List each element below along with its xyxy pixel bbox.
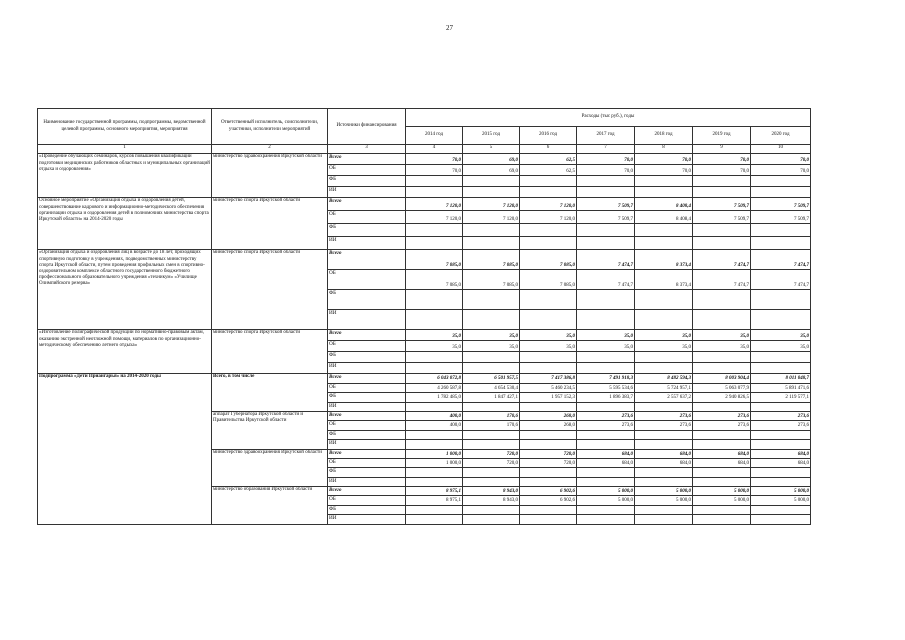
value-cell: 70,0: [693, 154, 751, 165]
value-cell: 5 724 957,1: [635, 383, 693, 392]
value-cell: [463, 224, 520, 237]
value-cell: 7 120,0: [520, 211, 577, 224]
column-numbers-row: [38, 145, 811, 154]
value-cell: 273,6: [751, 421, 811, 430]
value-cell: [751, 477, 811, 486]
value-cell: 170,6: [463, 411, 520, 420]
value-cell: 8 011 048,7: [751, 374, 811, 383]
year-header: 2016 год: [520, 127, 577, 145]
column-number: 4: [406, 145, 463, 154]
value-cell: [751, 468, 811, 477]
value-cell: [693, 402, 751, 411]
source-cell: ИИ: [328, 440, 406, 449]
value-cell: 35,0: [463, 330, 520, 341]
value-cell: 8 975,1: [406, 496, 463, 505]
value-cell: 684,0: [693, 458, 751, 467]
value-cell: 1 847 427,1: [463, 393, 520, 402]
value-cell: [635, 468, 693, 477]
value-cell: 5 000,0: [751, 487, 811, 496]
value-cell: 5 000,0: [635, 487, 693, 496]
table-row: [38, 198, 811, 211]
value-cell: [520, 224, 577, 237]
year-header: 2020 год: [751, 127, 811, 145]
value-cell: [463, 310, 520, 330]
value-cell: 5 891 471,6: [751, 383, 811, 392]
source-cell: ИИ: [328, 310, 406, 330]
year-header: 2019 год: [693, 127, 751, 145]
value-cell: 70,0: [406, 165, 463, 176]
value-cell: [406, 290, 463, 310]
value-cell: 35,0: [751, 341, 811, 352]
value-cell: 7 085,0: [406, 270, 463, 290]
value-cell: [463, 468, 520, 477]
executor-cell: министерство спорта Иркутской области: [212, 198, 328, 250]
value-cell: 273,6: [751, 411, 811, 420]
value-cell: 7 509,7: [693, 211, 751, 224]
value-cell: 400,0: [406, 411, 463, 420]
value-cell: 5 000,0: [577, 496, 635, 505]
value-cell: [693, 352, 751, 363]
value-cell: 35,0: [577, 341, 635, 352]
column-number: 8: [635, 145, 693, 154]
executor-cell: Всего, в том числе: [212, 374, 328, 412]
value-cell: [406, 430, 463, 439]
value-cell: [463, 290, 520, 310]
value-cell: [463, 176, 520, 187]
column-number: 10: [751, 145, 811, 154]
year-header: 2017 год: [577, 127, 635, 145]
value-cell: [693, 224, 751, 237]
value-cell: [463, 440, 520, 449]
value-cell: [751, 176, 811, 187]
value-cell: 8 408,4: [635, 198, 693, 211]
value-cell: 7 120,0: [406, 198, 463, 211]
value-cell: 35,0: [463, 341, 520, 352]
header-sources: Источники финансирования: [328, 109, 406, 145]
table-row: [38, 154, 811, 165]
value-cell: 8 975,1: [406, 487, 463, 496]
value-cell: 7 120,0: [463, 198, 520, 211]
value-cell: [577, 237, 635, 250]
value-cell: 35,0: [693, 330, 751, 341]
value-cell: 69,0: [463, 165, 520, 176]
value-cell: [463, 402, 520, 411]
source-cell: ФБ: [328, 176, 406, 187]
value-cell: [577, 290, 635, 310]
value-cell: [635, 290, 693, 310]
value-cell: 35,0: [751, 330, 811, 341]
value-cell: 35,0: [693, 341, 751, 352]
expenses-table: [37, 108, 811, 525]
value-cell: [406, 468, 463, 477]
source-cell: ФБ: [328, 352, 406, 363]
value-cell: 5 595 534,6: [577, 383, 635, 392]
table-row: [38, 374, 811, 383]
value-cell: [463, 477, 520, 486]
value-cell: [406, 224, 463, 237]
source-cell: ФБ: [328, 224, 406, 237]
source-cell: ИИ: [328, 515, 406, 524]
source-cell: ОБ: [328, 341, 406, 352]
value-cell: 7 120,0: [406, 211, 463, 224]
value-cell: [693, 440, 751, 449]
value-cell: [635, 440, 693, 449]
value-cell: 7 474,7: [751, 270, 811, 290]
executor-cell: министерство спорта Иркутской области: [212, 250, 328, 330]
activity-name: Основное мероприятие «Организация отдыха и оздоровления детей, совершенствование кадрового и информационно-методического обеспечения организации отдыха и оздоровления детей в полномочиях министерства спорта Иркутской области» на 2014-2020 годы: [38, 198, 212, 250]
value-cell: [635, 477, 693, 486]
value-cell: 1 000,0: [406, 449, 463, 458]
column-number: 5: [463, 145, 520, 154]
source-cell: ИИ: [328, 477, 406, 486]
value-cell: [635, 363, 693, 374]
value-cell: [520, 310, 577, 330]
value-cell: 70,0: [635, 154, 693, 165]
value-cell: [635, 515, 693, 524]
value-cell: [693, 290, 751, 310]
value-cell: 1 957 152,3: [520, 393, 577, 402]
value-cell: 2 940 826,5: [693, 393, 751, 402]
value-cell: [577, 176, 635, 187]
value-cell: 35,0: [577, 330, 635, 341]
value-cell: 7 085,0: [463, 250, 520, 270]
source-cell: Всего: [328, 330, 406, 341]
source-cell: Всего: [328, 154, 406, 165]
value-cell: 720,0: [463, 458, 520, 467]
value-cell: [751, 310, 811, 330]
value-cell: [520, 363, 577, 374]
source-cell: ОБ: [328, 383, 406, 392]
value-cell: [520, 430, 577, 439]
value-cell: 684,0: [577, 449, 635, 458]
value-cell: [577, 187, 635, 198]
year-header: 2015 год: [463, 127, 520, 145]
source-cell: ОБ: [328, 421, 406, 430]
value-cell: [406, 402, 463, 411]
value-cell: [520, 176, 577, 187]
value-cell: [635, 176, 693, 187]
value-cell: [693, 515, 751, 524]
value-cell: [635, 310, 693, 330]
value-cell: [406, 310, 463, 330]
value-cell: 8 373,4: [635, 270, 693, 290]
value-cell: 1 000,0: [406, 458, 463, 467]
column-number: 3: [328, 145, 406, 154]
column-number: 2: [212, 145, 328, 154]
year-header: 2018 год: [635, 127, 693, 145]
value-cell: [406, 352, 463, 363]
value-cell: [406, 515, 463, 524]
source-cell: ФБ: [328, 393, 406, 402]
value-cell: 268,0: [520, 411, 577, 420]
activity-name: «Проведение обучающих семинаров, курсов повышения квалификации подготовки медицинских работников областных и муниципальных организаций отдыха и оздоровления»: [38, 154, 212, 198]
source-cell: ФБ: [328, 290, 406, 310]
value-cell: [577, 352, 635, 363]
value-cell: [751, 352, 811, 363]
value-cell: [520, 477, 577, 486]
value-cell: [635, 237, 693, 250]
source-cell: Всего: [328, 487, 406, 496]
value-cell: 7 474,7: [751, 250, 811, 270]
value-cell: [635, 402, 693, 411]
source-cell: ИИ: [328, 402, 406, 411]
value-cell: 5 000,0: [635, 496, 693, 505]
source-cell: ОБ: [328, 211, 406, 224]
value-cell: 62,5: [520, 165, 577, 176]
value-cell: 5 063 077,9: [693, 383, 751, 392]
executor-cell: министерство образования Иркутской области: [212, 487, 328, 525]
source-cell: Всего: [328, 449, 406, 458]
value-cell: 5 000,0: [577, 487, 635, 496]
value-cell: 35,0: [520, 341, 577, 352]
source-cell: ОБ: [328, 270, 406, 290]
value-cell: 70,0: [577, 165, 635, 176]
value-cell: [577, 505, 635, 514]
value-cell: 684,0: [751, 458, 811, 467]
value-cell: 7 085,0: [406, 250, 463, 270]
source-cell: Всего: [328, 411, 406, 420]
value-cell: [751, 430, 811, 439]
value-cell: 8 408,4: [635, 211, 693, 224]
value-cell: 720,0: [520, 458, 577, 467]
value-cell: 7 417 386,8: [520, 374, 577, 383]
column-number: 7: [577, 145, 635, 154]
value-cell: 5 460 234,5: [520, 383, 577, 392]
value-cell: [693, 310, 751, 330]
value-cell: 8 482 594,3: [635, 374, 693, 383]
column-number: 9: [693, 145, 751, 154]
column-number: 1: [38, 145, 212, 154]
value-cell: 35,0: [406, 330, 463, 341]
value-cell: [463, 237, 520, 250]
value-cell: [577, 515, 635, 524]
header-name: Наименование государственной программы, подпрограммы, ведомственной целевой программы, основного мероприятия, мероприятия: [38, 109, 212, 145]
value-cell: 70,0: [751, 154, 811, 165]
value-cell: 62,5: [520, 154, 577, 165]
value-cell: 273,6: [577, 411, 635, 420]
value-cell: 2 557 637,2: [635, 393, 693, 402]
table-body: [38, 154, 811, 524]
value-cell: [635, 505, 693, 514]
value-cell: 7 509,7: [751, 198, 811, 211]
value-cell: [520, 237, 577, 250]
subprogram-name: Подпрограмма «Дети Приангарья» на 2014-2020 годы: [38, 374, 212, 524]
value-cell: [693, 430, 751, 439]
value-cell: 720,0: [520, 449, 577, 458]
value-cell: 35,0: [406, 341, 463, 352]
source-cell: ФБ: [328, 430, 406, 439]
activity-name: «Изготовление полиграфической продукции по нормативно-правовым актам, оказанию экстренной неотложной помощи, материалов по организационно-методическому обеспечению летнего отдыха»: [38, 330, 212, 374]
value-cell: 8 003 904,4: [693, 374, 751, 383]
value-cell: [463, 363, 520, 374]
value-cell: 684,0: [635, 458, 693, 467]
page-number: 27: [446, 24, 453, 32]
value-cell: [751, 224, 811, 237]
value-cell: 5 000,0: [693, 487, 751, 496]
value-cell: [463, 515, 520, 524]
value-cell: 70,0: [577, 154, 635, 165]
value-cell: 7 474,7: [577, 270, 635, 290]
value-cell: [463, 187, 520, 198]
value-cell: 8 943,0: [463, 487, 520, 496]
value-cell: 35,0: [635, 341, 693, 352]
value-cell: [520, 515, 577, 524]
value-cell: [751, 402, 811, 411]
value-cell: 70,0: [406, 154, 463, 165]
value-cell: 70,0: [693, 165, 751, 176]
value-cell: [520, 352, 577, 363]
value-cell: 273,6: [693, 411, 751, 420]
value-cell: [751, 187, 811, 198]
value-cell: 1 782 485,0: [406, 393, 463, 402]
value-cell: [577, 440, 635, 449]
value-cell: 7 509,7: [693, 198, 751, 211]
source-cell: ФБ: [328, 505, 406, 514]
source-cell: ИИ: [328, 187, 406, 198]
value-cell: [520, 290, 577, 310]
value-cell: 1 896 383,7: [577, 393, 635, 402]
source-cell: ОБ: [328, 165, 406, 176]
value-cell: [520, 468, 577, 477]
value-cell: [751, 290, 811, 310]
table-row: [38, 330, 811, 341]
value-cell: 8 943,0: [463, 496, 520, 505]
value-cell: [693, 468, 751, 477]
value-cell: 6 902,6: [520, 487, 577, 496]
value-cell: 7 120,0: [463, 211, 520, 224]
value-cell: [693, 237, 751, 250]
value-cell: 5 000,0: [693, 496, 751, 505]
value-cell: [406, 505, 463, 514]
value-cell: 273,6: [635, 411, 693, 420]
value-cell: [693, 187, 751, 198]
value-cell: 70,0: [751, 165, 811, 176]
value-cell: [520, 505, 577, 514]
source-cell: Всего: [328, 198, 406, 211]
column-number: 6: [520, 145, 577, 154]
value-cell: [751, 237, 811, 250]
value-cell: [635, 224, 693, 237]
value-cell: [406, 477, 463, 486]
value-cell: [693, 363, 751, 374]
value-cell: 7 085,0: [463, 270, 520, 290]
value-cell: 69,0: [463, 154, 520, 165]
activity-name: «Организация отдыха и оздоровления лиц в возрасте до 18 лет, проходящих спортивную подготовку в учреждениях, подведомственных министерству спорта Иркутской области, путем проведения профильных смен в спортивно-оздоровительном комплексе областного государственного бюджетного профессионального образовательного учреждения «техникум» «Училище Олимпийского резерва»: [38, 250, 212, 330]
value-cell: 70,0: [635, 165, 693, 176]
value-cell: [751, 505, 811, 514]
value-cell: 273,6: [693, 421, 751, 430]
source-cell: Всего: [328, 374, 406, 383]
value-cell: 273,6: [635, 421, 693, 430]
value-cell: [635, 187, 693, 198]
value-cell: [693, 505, 751, 514]
value-cell: 268,0: [520, 421, 577, 430]
value-cell: 6 902,6: [520, 496, 577, 505]
value-cell: 6 501 957,5: [463, 374, 520, 383]
value-cell: [635, 352, 693, 363]
value-cell: [577, 363, 635, 374]
value-cell: 8 373,4: [635, 250, 693, 270]
value-cell: [520, 440, 577, 449]
value-cell: [463, 505, 520, 514]
value-cell: 2 119 577,1: [751, 393, 811, 402]
value-cell: 7 491 918,3: [577, 374, 635, 383]
value-cell: 7 085,0: [520, 270, 577, 290]
value-cell: [406, 187, 463, 198]
source-cell: ОБ: [328, 496, 406, 505]
value-cell: 400,0: [406, 421, 463, 430]
value-cell: 7 474,7: [577, 250, 635, 270]
value-cell: [751, 440, 811, 449]
value-cell: [577, 402, 635, 411]
value-cell: [577, 468, 635, 477]
value-cell: 720,0: [463, 449, 520, 458]
value-cell: 684,0: [751, 449, 811, 458]
source-cell: ИИ: [328, 363, 406, 374]
source-cell: Всего: [328, 250, 406, 270]
value-cell: 7 509,7: [751, 211, 811, 224]
executor-cell: аппарат Губернатора Иркутской области и Правительства Иркутской области: [212, 411, 328, 449]
value-cell: [635, 430, 693, 439]
executor-cell: министерство здравоохранения Иркутской области: [212, 154, 328, 198]
value-cell: [520, 187, 577, 198]
value-cell: 5 000,0: [751, 496, 811, 505]
value-cell: 684,0: [635, 449, 693, 458]
value-cell: [406, 363, 463, 374]
source-cell: ИИ: [328, 237, 406, 250]
value-cell: 6 043 072,8: [406, 374, 463, 383]
value-cell: [463, 430, 520, 439]
value-cell: [406, 237, 463, 250]
executor-cell: министерство спорта Иркутской области: [212, 330, 328, 374]
value-cell: 170,6: [463, 421, 520, 430]
value-cell: 7 509,7: [577, 211, 635, 224]
table-row: [38, 250, 811, 270]
value-cell: [751, 363, 811, 374]
header-expenses: Расходы (тыс руб.), годы: [406, 109, 811, 127]
source-cell: ФБ: [328, 468, 406, 477]
value-cell: [693, 176, 751, 187]
value-cell: 4 260 587,8: [406, 383, 463, 392]
value-cell: [751, 515, 811, 524]
value-cell: [577, 430, 635, 439]
value-cell: 35,0: [520, 330, 577, 341]
value-cell: 273,6: [577, 421, 635, 430]
value-cell: [693, 477, 751, 486]
value-cell: [406, 176, 463, 187]
value-cell: [577, 477, 635, 486]
value-cell: 7 474,7: [693, 270, 751, 290]
value-cell: 4 654 530,4: [463, 383, 520, 392]
value-cell: 7 085,0: [520, 250, 577, 270]
header-executor: Ответственный исполнитель, соисполнители, участники, исполнители мероприятий: [212, 109, 328, 145]
value-cell: 7 120,0: [520, 198, 577, 211]
value-cell: [577, 310, 635, 330]
year-header: 2014 год: [406, 127, 463, 145]
source-cell: ОБ: [328, 458, 406, 467]
value-cell: 7 509,7: [577, 198, 635, 211]
executor-cell: министерство здравоохранения Иркутской области: [212, 449, 328, 487]
value-cell: 684,0: [577, 458, 635, 467]
value-cell: [406, 440, 463, 449]
value-cell: 35,0: [635, 330, 693, 341]
value-cell: 684,0: [693, 449, 751, 458]
value-cell: [577, 224, 635, 237]
value-cell: [463, 352, 520, 363]
value-cell: 7 474,7: [693, 250, 751, 270]
value-cell: [520, 402, 577, 411]
